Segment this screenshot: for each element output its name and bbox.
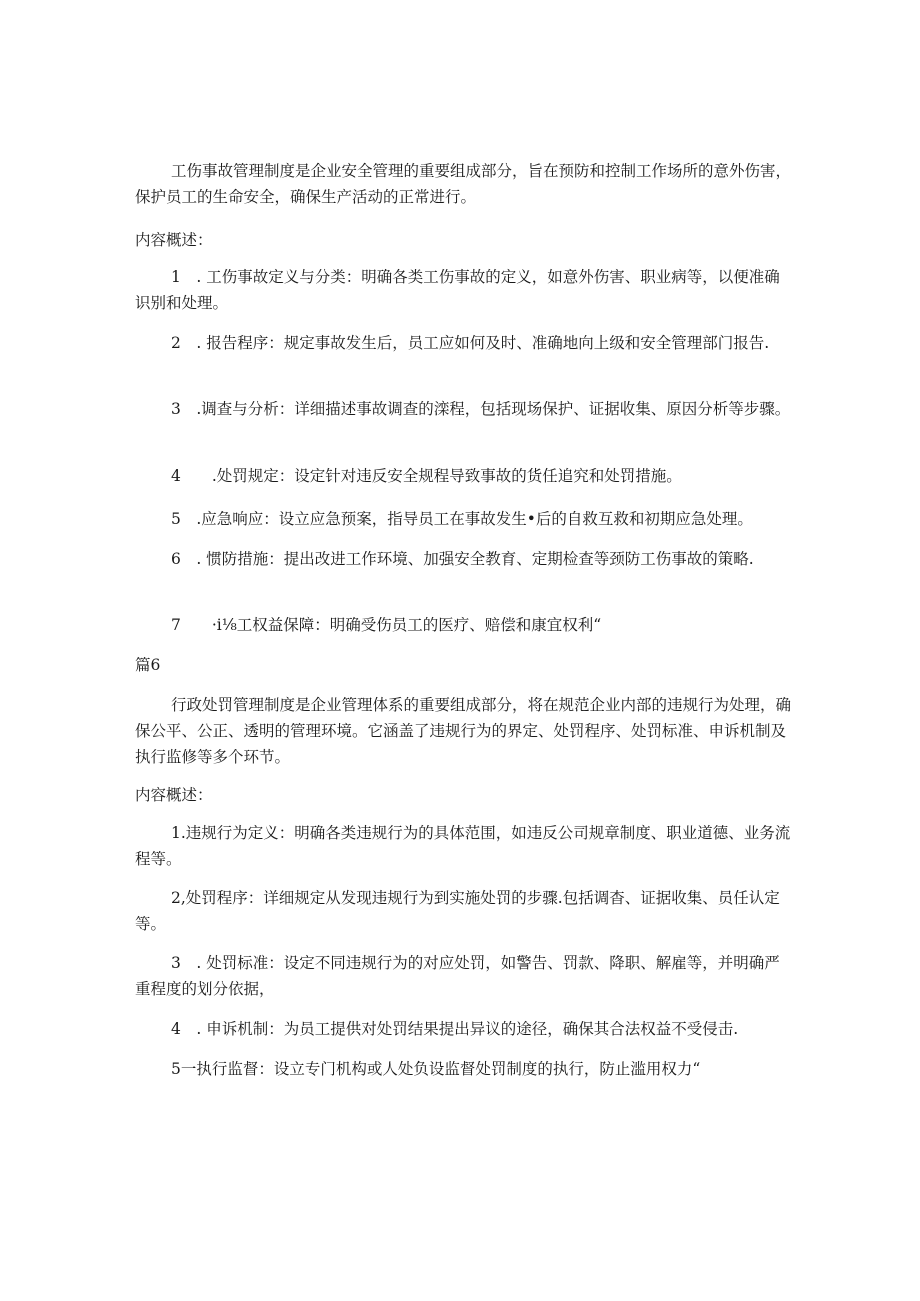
overview-heading-1: 内容概述： [135,231,213,249]
overview-heading-2: 内容概述： [135,786,213,804]
intro-paragraph-2: 行政处罚管理制度是企业管理体系的重要组成部分，将在规范企业内部的违规行为处理，确保公平、公正、透明的管理环境。它涵盖了违规行为的界定、处罚程序、处罚标准、申诉机制及执行监修等多个环节。 [135,696,792,766]
list-item-1-4: 4 .处罚规定：设定针对违反安全规程导致事故的货任追究和处罚措施。 [171,467,682,485]
intro-paragraph-1: 工伤事故管理制度是企业安全管理的重要组成部分，旨在预防和控制工作场所的意外伤害，保护员工的生命安全，确保生产活动的正常进行。 [135,162,792,206]
list-item-2-5: 5一执行监督：设立专门机构或人处负设监督处罚制度的执行，防止滥用权力“ [171,1060,701,1078]
list-item-2-2: 2,处罚程序：详细规定从发现违规行为到实施处罚的步骤.包括调杳、证据收集、员任认定等。 [135,889,780,933]
list-item-1-2: 2 . 报告程序：规定事故发生后，员工应如何及时、准确地向上级和安全管理部门报告. [171,334,770,352]
list-item-2-4: 4 . 申诉机制：为员工提供对处罚结果提出异议的途径，确保其合法权益不受侵击. [171,1020,739,1038]
list-item-1-3: 3 .调查与分析：详细描述事故调查的滦程，包括现场保护、证据收集、原因分析等步骤。 [171,400,791,418]
list-item-2-1: 1.违规行为定义：明确各类违规行为的具体范围，如违反公司规章制度、职业道德、业务流程等。 [135,824,791,868]
list-item-1-5: 5 .应急响应：设立应急预案，指导员工在事故发生•后的自救互救和初期应急处理。 [171,510,753,528]
list-item-1-1: 1 . 工伤事故定义与分类：明确各类工伤事故的定义，如意外伤害、职业病等，以便准确识别和处理。 [135,268,780,312]
list-item-1-6: 6 . 惯防措施：提出改进工作环境、加强安全教育、定期检查等颈防工伤事故的策略. [171,550,754,568]
list-item-1-7: 7 ·i⅛工权益保障：明确受伤员工的医疗、赔偿和康宜权利“ [171,616,602,634]
list-item-2-3: 3 . 处罚标准：设定不同违规行为的对应处罚，如警告、罚款、降职、解雇等，并明确严重程度的划分依据， [135,954,780,998]
section-label: 篇6 [135,656,161,674]
